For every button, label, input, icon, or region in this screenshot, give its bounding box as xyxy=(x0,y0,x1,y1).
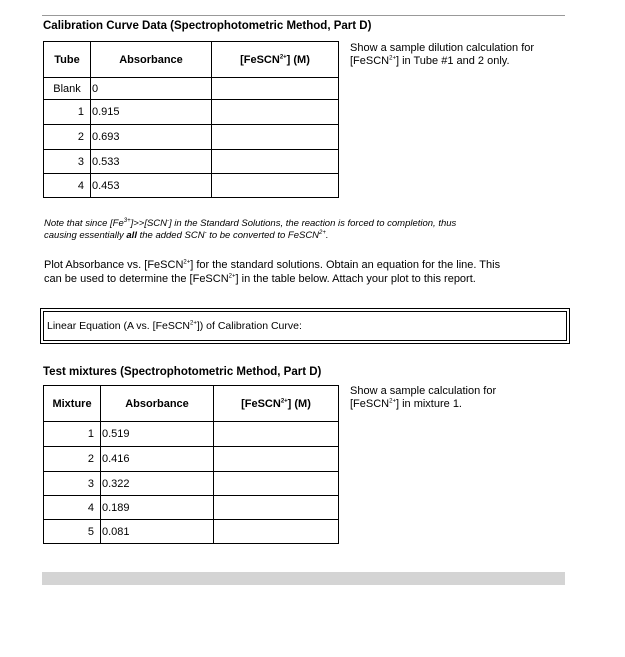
mixture-cell: 4 xyxy=(44,496,101,520)
concentration-input-cell[interactable] xyxy=(212,150,339,174)
mixture-cell: 5 xyxy=(44,520,101,544)
tube-cell: 4 xyxy=(44,174,91,198)
absorbance-cell: 0.081 xyxy=(101,520,214,544)
completion-note: Note that since $[Fe^{3+}]>>[SCN^-]$ in the Standard Solutions, the reaction is forced to completion, thus causing essentially all the added SCN- to be converted to FeSCN$^{2+}$. xyxy=(44,217,457,241)
tube-cell: 2 xyxy=(44,125,91,150)
header-absorbance: Absorbance xyxy=(101,386,214,422)
absorbance-cell: 0.189 xyxy=(101,496,214,520)
absorbance-cell: 0.519 xyxy=(101,422,214,447)
test-header-row xyxy=(44,386,339,422)
calibration-header-row xyxy=(44,42,339,78)
concentration-input-cell[interactable] xyxy=(212,125,339,150)
plot-instructions: Plot Absorbance vs. [FeSCN$^{2+}$] for the standard solutions. Obtain an equation for the line. This can be used to determine the [FeSCN$^{2+}$] in the table below. Attach your plot to this report. xyxy=(44,259,501,285)
absorbance-cell: 0.693 xyxy=(91,125,212,150)
absorbance-cell: 0.416 xyxy=(101,447,214,472)
linear-equation-box[interactable] xyxy=(40,308,570,344)
test-side-note: Show a sample calculation for [FeSCN$^{2+}$] in mixture 1. xyxy=(350,385,497,410)
absorbance-cell: 0.915 xyxy=(91,100,212,125)
test-mixtures-table xyxy=(43,385,339,544)
header-absorbance: Absorbance xyxy=(91,42,212,78)
concentration-input-cell[interactable] xyxy=(212,174,339,198)
mixture-cell: 1 xyxy=(44,422,101,447)
calibration-side-note: Show a sample dilution calculation for [FeSCN$^{2+}$] in Tube #1 and 2 only. xyxy=(350,42,535,67)
concentration-input-cell[interactable] xyxy=(214,447,339,472)
table-row xyxy=(44,422,339,447)
mixture-cell: 2 xyxy=(44,447,101,472)
table-row xyxy=(44,174,339,198)
concentration-input-cell[interactable] xyxy=(214,422,339,447)
table-row xyxy=(44,100,339,125)
linear-equation-label: Linear Equation (A vs. [FeSCN$^{2+}$]) of Calibration Curve: xyxy=(43,311,567,341)
absorbance-cell: 0.533 xyxy=(91,150,212,174)
concentration-input-cell[interactable] xyxy=(214,520,339,544)
absorbance-cell: 0 xyxy=(91,78,212,100)
table-row xyxy=(44,520,339,544)
concentration-input-cell[interactable] xyxy=(212,78,339,100)
header-concentration: [FeSCN$^{2+}$] (M) xyxy=(214,386,339,422)
calibration-title: Calibration Curve Data (Spectrophotometric Method, Part D) xyxy=(43,20,372,32)
concentration-input-cell[interactable] xyxy=(214,472,339,496)
header-tube: Tube xyxy=(44,42,91,78)
table-row xyxy=(44,125,339,150)
header-mixture: Mixture xyxy=(44,386,101,422)
table-row xyxy=(44,150,339,174)
tube-cell: 3 xyxy=(44,150,91,174)
header-concentration: [FeSCN$^{2+}$] (M) xyxy=(212,42,339,78)
tube-cell: Blank xyxy=(44,78,91,100)
concentration-input-cell[interactable] xyxy=(212,100,339,125)
absorbance-cell: 0.453 xyxy=(91,174,212,198)
top-rule xyxy=(42,15,565,16)
mixture-cell: 3 xyxy=(44,472,101,496)
calibration-table xyxy=(43,41,339,198)
table-row xyxy=(44,78,339,100)
test-mixtures-title: Test mixtures (Spectrophotometric Method, Part D) xyxy=(43,366,322,378)
table-row xyxy=(44,472,339,496)
table-row xyxy=(44,447,339,472)
footer-bar xyxy=(42,572,565,585)
table-row xyxy=(44,496,339,520)
tube-cell: 1 xyxy=(44,100,91,125)
concentration-input-cell[interactable] xyxy=(214,496,339,520)
absorbance-cell: 0.322 xyxy=(101,472,214,496)
